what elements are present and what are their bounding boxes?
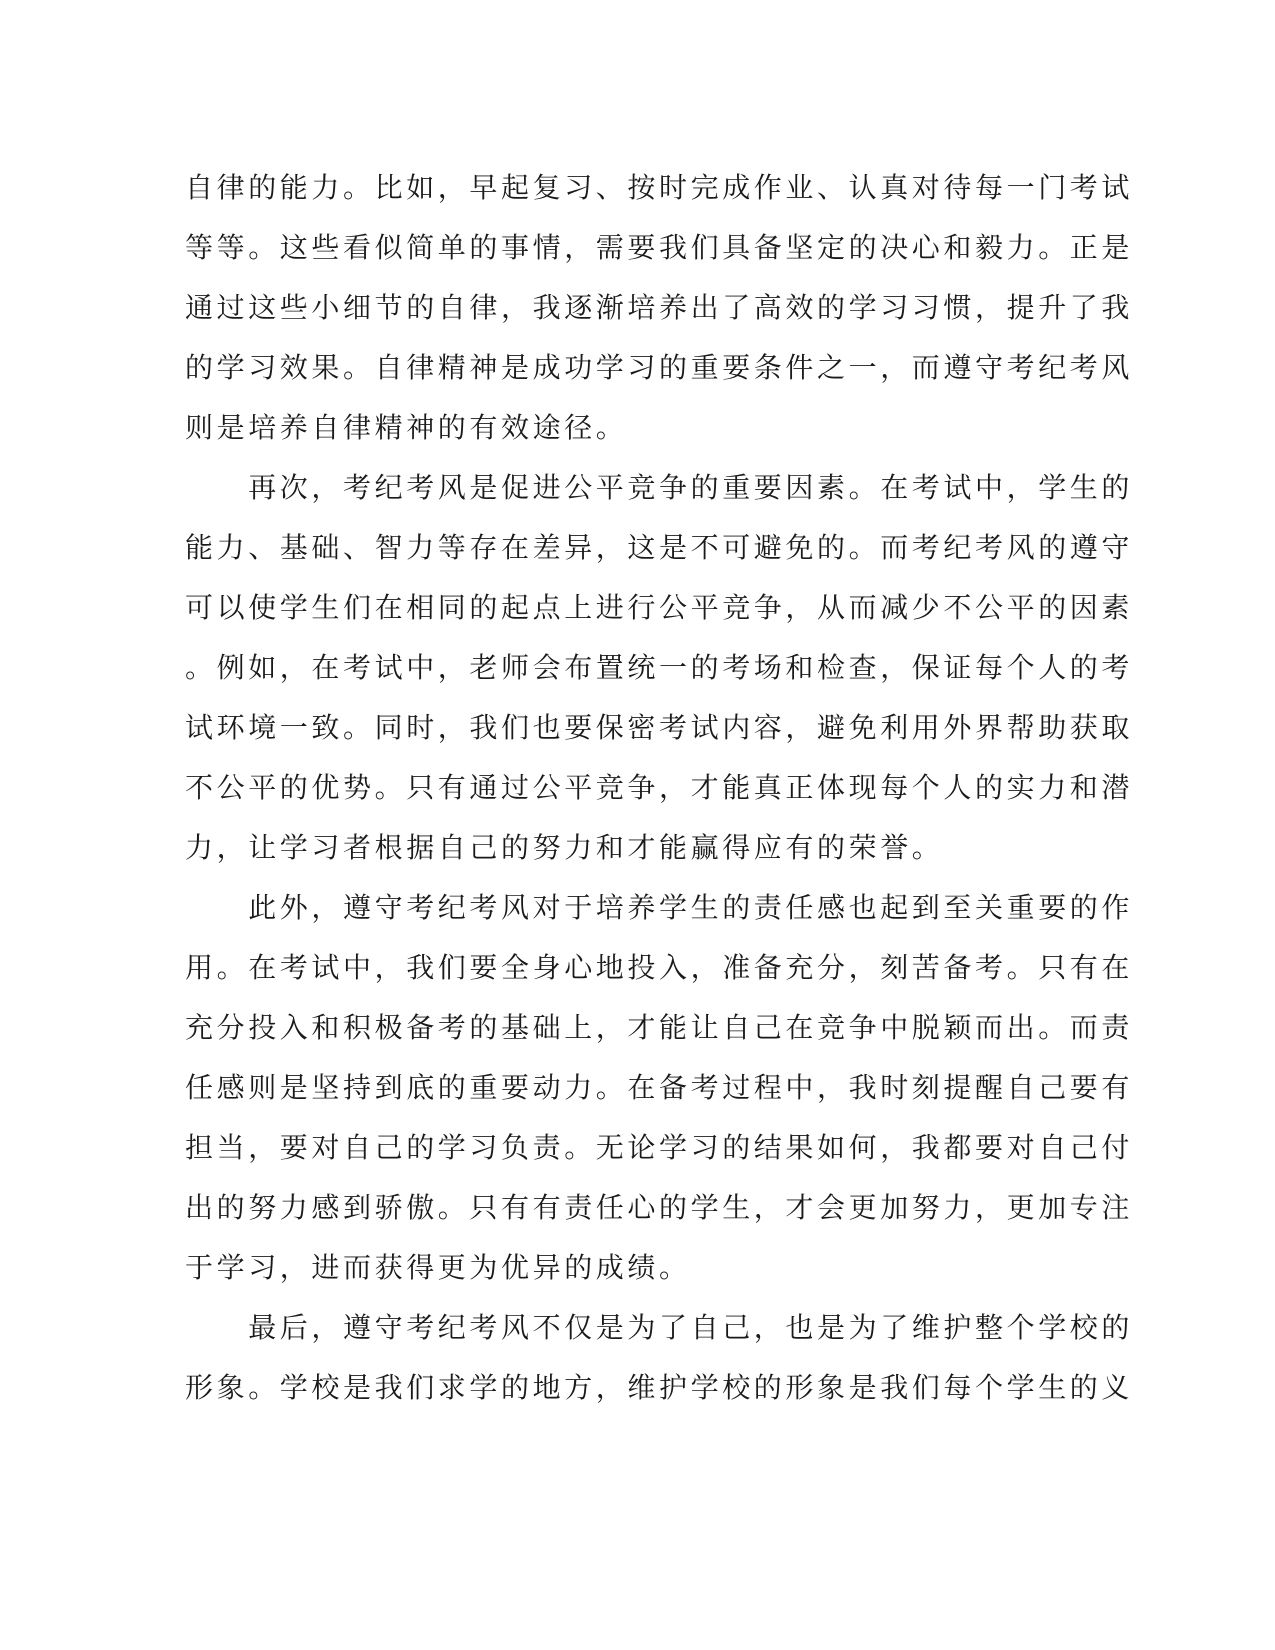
text-line: 担当，要对自己的学习负责。无论学习的结果如何，我都要对自己付 [185, 1131, 1134, 1164]
text-line: 能力、基础、智力等存在差异，这是不可避免的。而考纪考风的遵守 [185, 531, 1134, 564]
text-line: 形象。学校是我们求学的地方，维护学校的形象是我们每个学生的义 [185, 1371, 1134, 1404]
text-line: 通过这些小细节的自律，我逐渐培养出了高效的学习习惯，提升了我 [185, 291, 1134, 324]
text-line: 任感则是坚持到底的重要动力。在备考过程中，我时刻提醒自己要有 [185, 1071, 1134, 1104]
text-line: 用。在考试中，我们要全身心地投入，准备充分，刻苦备考。只有在 [185, 951, 1134, 984]
text-line: 出的努力感到骄傲。只有有责任心的学生，才会更加努力，更加专注 [185, 1191, 1134, 1224]
text-line: 再次，考纪考风是促进公平竞争的重要因素。在考试中，学生的 [185, 471, 1134, 504]
text-line: 不公平的优势。只有通过公平竞争，才能真正体现每个人的实力和潜 [185, 771, 1134, 804]
text-line: 此外，遵守考纪考风对于培养学生的责任感也起到至关重要的作 [185, 891, 1134, 924]
text-line: 可以使学生们在相同的起点上进行公平竞争，从而减少不公平的因素 [185, 591, 1134, 624]
text-line: 等等。这些看似简单的事情，需要我们具备坚定的决心和毅力。正是 [185, 231, 1134, 264]
text-line: 最后，遵守考纪考风不仅是为了自己，也是为了维护整个学校的 [185, 1311, 1134, 1344]
text-line: 自律的能力。比如，早起复习、按时完成作业、认真对待每一门考试 [185, 171, 1134, 204]
text-line: 。例如，在考试中，老师会布置统一的考场和检查，保证每个人的考 [185, 651, 1134, 684]
text-line: 试环境一致。同时，我们也要保密考试内容，避免利用外界帮助获取 [185, 711, 1134, 744]
text-line: 于学习，进而获得更为优异的成绩。 [185, 1251, 691, 1284]
text-line: 则是培养自律精神的有效途径。 [185, 411, 628, 444]
document-body [185, 158, 1134, 1418]
text-line: 充分投入和积极备考的基础上，才能让自己在竞争中脱颖而出。而责 [185, 1011, 1134, 1044]
text-line: 力，让学习者根据自己的努力和才能赢得应有的荣誉。 [185, 831, 944, 864]
text-line: 的学习效果。自律精神是成功学习的重要条件之一，而遵守考纪考风 [185, 351, 1134, 384]
